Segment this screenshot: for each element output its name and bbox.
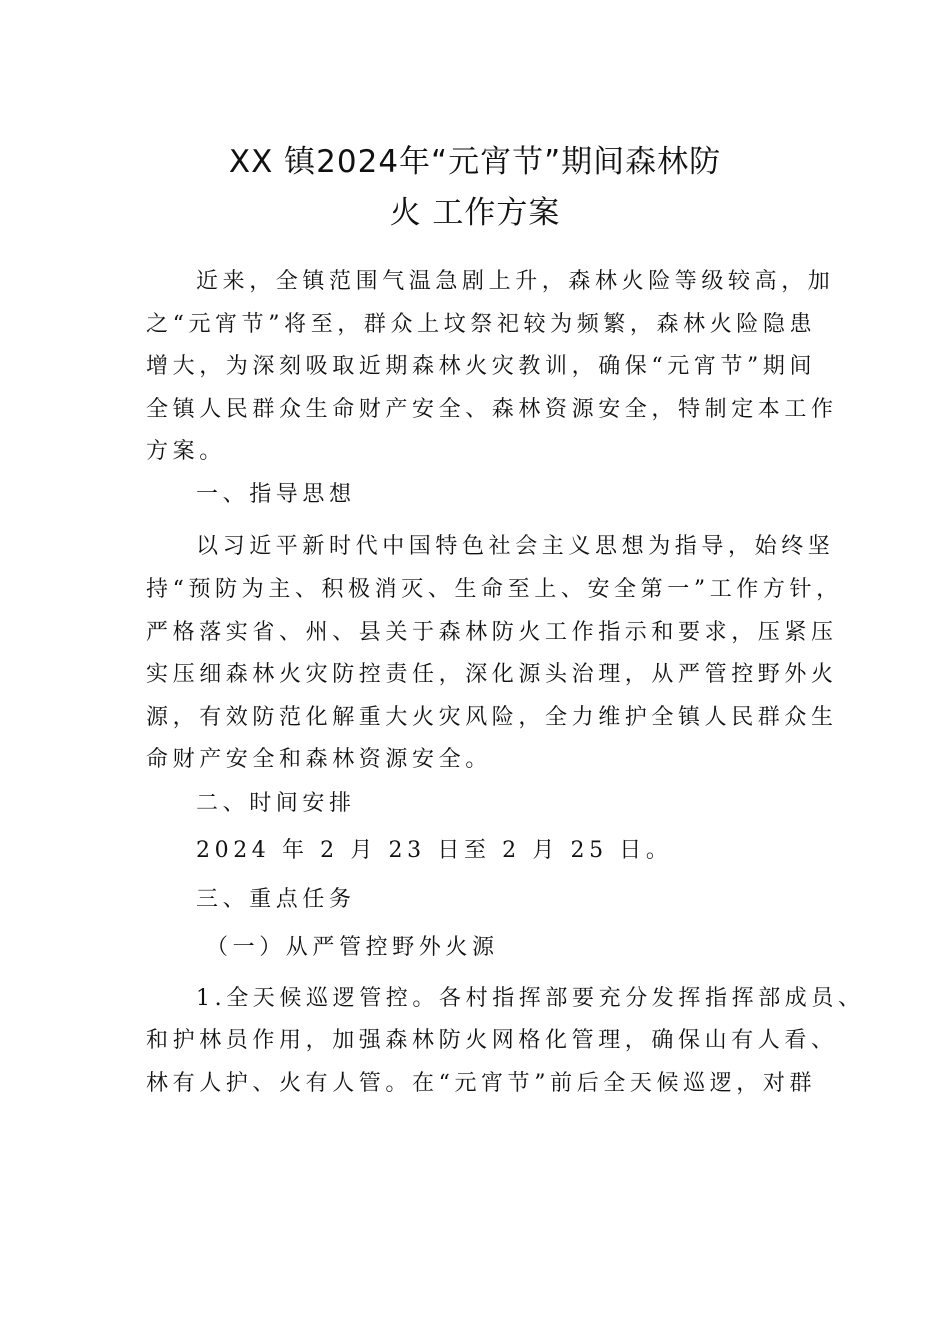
document-title-line-2: 火 工作方案	[389, 195, 561, 231]
section-3-heading: 三、重点任务	[196, 887, 356, 912]
intro-paragraph-line: 增大，为深刻吸取近期森林火灾教训，确保“元宵节”期间	[146, 354, 817, 379]
section-1-heading: 一、指导思想	[196, 482, 356, 507]
intro-paragraph-line: 近来，全镇范围气温急剧上升，森林火险等级较高，加	[196, 269, 835, 294]
document-title-line-1: XX 镇2024年“元宵节”期间森林防	[228, 144, 722, 180]
section-1-paragraph-line: 严格落实省、州、县关于森林防火工作指示和要求，压紧压	[146, 620, 838, 645]
section-2-heading: 二、时间安排	[196, 791, 356, 816]
section-1-paragraph-line: 源，有效防范化解重大火灾风险，全力维护全镇人民群众生	[146, 705, 838, 730]
intro-paragraph-line: 之“元宵节”将至，群众上坟祭祀较为频繁，森林火险隐患	[146, 312, 817, 337]
section-3-paragraph-line: 1.全天候巡逻管控。各村指挥部要充分发挥指挥部成员、	[196, 986, 865, 1011]
intro-paragraph-line: 方案。	[146, 439, 226, 464]
section-1-paragraph-line: 实压细森林火灾防控责任，深化源头治理，从严管控野外火	[146, 662, 838, 687]
section-3-paragraph-line: 林有人护、火有人管。在“元宵节”前后全天候巡逻，对群	[146, 1071, 817, 1096]
section-3-subheading: （一）从严管控野外火源	[206, 935, 499, 960]
section-1-paragraph-line: 以习近平新时代中国特色社会主义思想为指导，始终坚	[196, 534, 835, 559]
section-1-paragraph-line: 命财产安全和森林资源安全。	[146, 747, 492, 772]
time-schedule-text: 2024 年 2 月 23 日至 2 月 25 日。	[196, 838, 673, 863]
section-1-paragraph-line: 持“预防为主、积极消灭、生命至上、安全第一”工作方针，	[146, 577, 843, 602]
section-3-paragraph-line: 和护林员作用，加强森林防火网格化管理，确保山有人看、	[146, 1028, 838, 1053]
intro-paragraph-line: 全镇人民群众生命财产安全、森林资源安全，特制定本工作	[146, 397, 838, 422]
